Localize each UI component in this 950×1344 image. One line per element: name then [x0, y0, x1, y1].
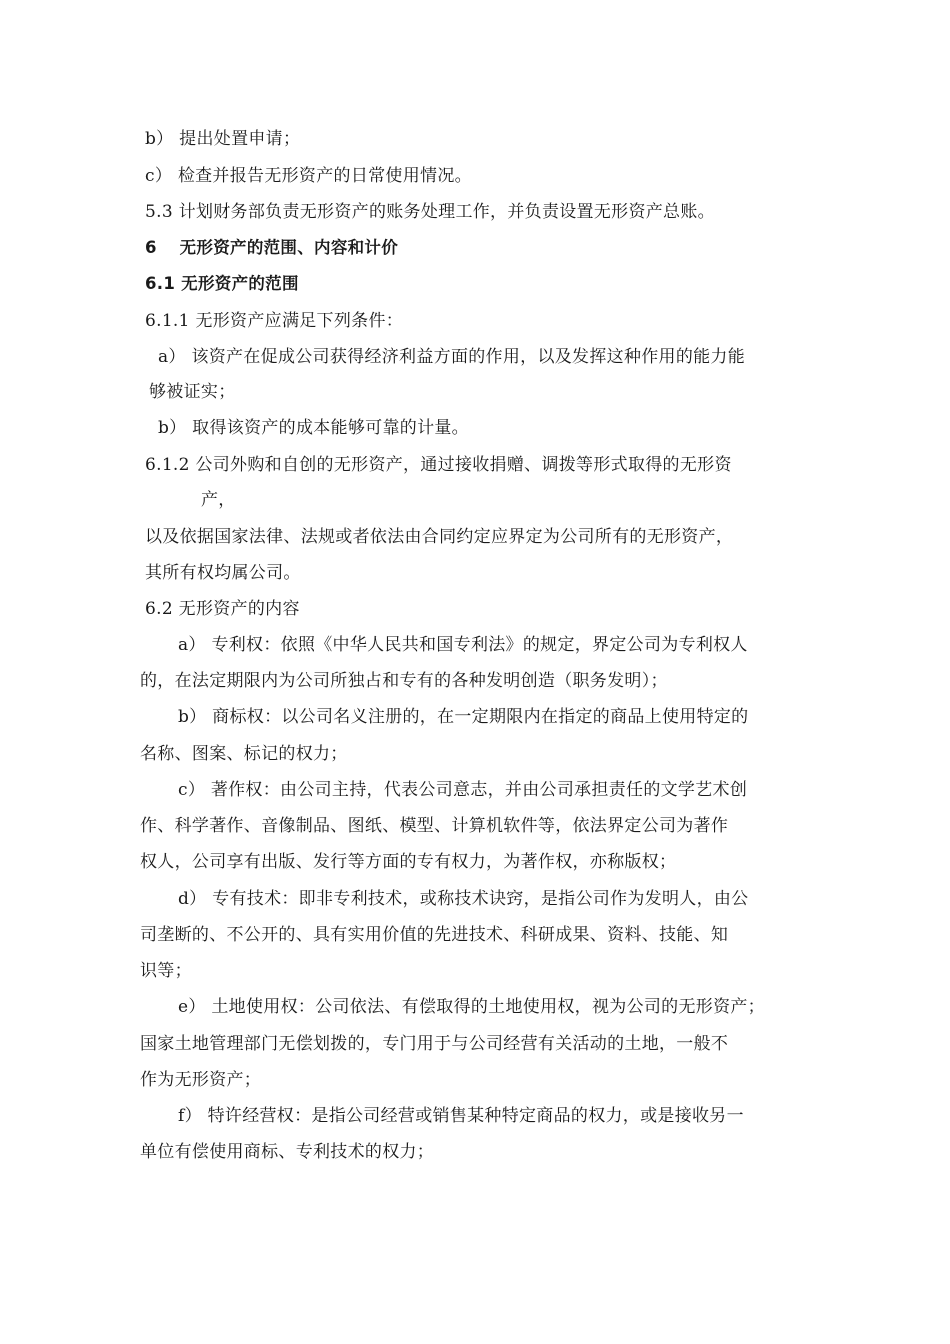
text-line: 单位有偿使用商标、专利技术的权力；: [140, 1142, 435, 1162]
text-line: 够被证实；: [149, 382, 236, 402]
text-line: 5.3 计划财务部负责无形资产的账务处理工作，并负责设置无形资产总账。: [145, 202, 715, 222]
text-line: c） 著作权：由公司主持，代表公司意志，并由公司承担责任的文学艺术创: [178, 780, 748, 800]
text-line: 作为无形资产；: [140, 1070, 262, 1090]
text-line: 名称、图案、标记的权力；: [140, 744, 348, 764]
text-line: 6.1.2 公司外购和自创的无形资产，通过接收捐赠、调拨等形式取得的无形资: [145, 455, 732, 475]
text-line: c） 检查并报告无形资产的日常使用情况。: [145, 166, 472, 186]
text-line: 产，: [201, 490, 236, 510]
text-line: 权人，公司享有出版、发行等方面的专有权力，为著作权，亦称版权；: [140, 852, 677, 872]
text-line: 其所有权均属公司。: [145, 563, 301, 583]
text-line: a） 专利权：依照《中华人民共和国专利法》的规定，界定公司为专利权人: [178, 635, 748, 655]
text-line: b） 取得该资产的成本能够可靠的计量。: [158, 418, 469, 438]
text-line: 司垄断的、不公开的、具有实用价值的先进技术、科研成果、资料、技能、知: [140, 925, 729, 945]
text-line: 作、科学著作、音像制品、图纸、模型、计算机软件等，依法界定公司为著作: [140, 816, 729, 836]
text-line: e） 土地使用权：公司依法、有偿取得的土地使用权，视为公司的无形资产；: [178, 997, 765, 1017]
text-line: 以及依据国家法律、法规或者依法由合同约定应界定为公司所有的无形资产，: [145, 527, 734, 547]
subsection-heading: 6.2 无形资产的内容: [145, 599, 300, 619]
text-line: b） 商标权：以公司名义注册的，在一定期限内在指定的商品上使用特定的: [178, 707, 749, 727]
text-line: 国家土地管理部门无偿划拨的，专门用于与公司经营有关活动的土地，一般不: [140, 1034, 729, 1054]
text-line: 6.1.1 无形资产应满足下列条件：: [145, 311, 404, 331]
text-line: b） 提出处置申请；: [145, 129, 301, 149]
text-line: 识等；: [140, 961, 192, 981]
text-line: d） 专有技术：即非专利技术，或称技术诀窍，是指公司作为发明人，由公: [178, 889, 749, 909]
text-line: 的，在法定期限内为公司所独占和专有的各种发明创造（职务发明）；: [140, 671, 668, 691]
text-line: a） 该资产在促成公司获得经济利益方面的作用，以及发挥这种作用的能力能: [158, 347, 746, 367]
text-line: f） 特许经营权：是指公司经营或销售某种特定商品的权力，或是接收另一: [178, 1106, 744, 1126]
section-heading: 6 无形资产的范围、内容和计价: [145, 238, 399, 257]
subsection-heading: 6.1 无形资产的范围: [145, 274, 299, 293]
